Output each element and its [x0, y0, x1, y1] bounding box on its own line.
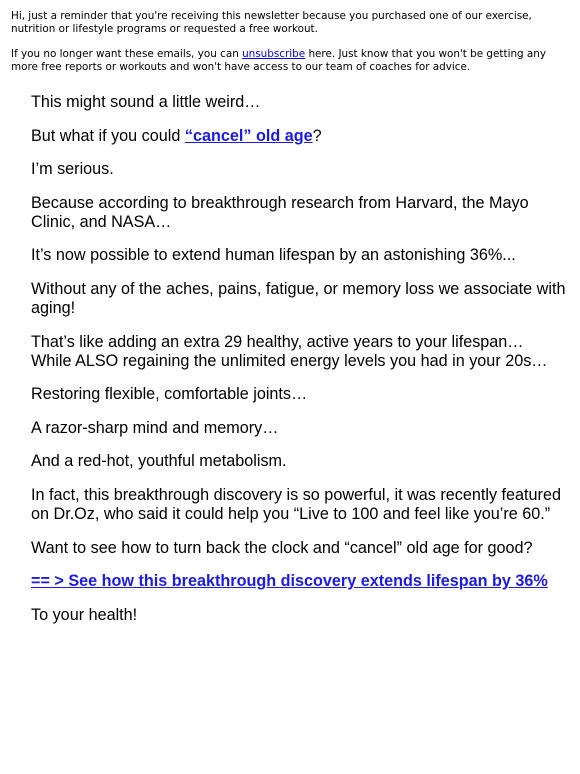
newsletter-notice [0, 0, 580, 74]
letter-paragraph-7 [31, 333, 570, 371]
letter-paragraph-2 [31, 127, 570, 146]
letter-paragraph-12: Want to see how to turn back the clock and “cancel” old age for good? [31, 538, 533, 557]
unsubscribe-link[interactable]: unsubscribe [242, 48, 306, 60]
letter-paragraph-2-prefix: But what if you could [31, 126, 185, 145]
letter-paragraph-4: Because according to breakthrough research from Harvard, the Mayo Clinic, and NASA… [31, 193, 529, 231]
lifespan-cta-link[interactable]: == > See how this breakthrough discovery extends lifespan by 36% [31, 572, 548, 591]
cancel-old-age-link[interactable]: “cancel” old age [184, 126, 313, 145]
notice-unsubscribe-suffix: here. Just know that you won't be getting any more free reports or workouts and won't have access to our team of coaches for advice. [11, 48, 547, 73]
letter-paragraph-8: Restoring flexible, comfortable joints… [31, 385, 308, 404]
letter-paragraph-7-line-2: While ALSO regaining the unlimited energy levels you had in your 20s… [31, 351, 548, 370]
letter-paragraph-11: In fact, this breakthrough discovery is so powerful, it was recently featured on Dr.Oz, who said it could help you “Live to 100 and feel like you’re 60.” [31, 485, 561, 523]
letter-cta-paragraph [31, 572, 570, 591]
letter-signoff: To your health! [31, 605, 138, 624]
letter-paragraph-3: I’m serious. [31, 160, 114, 179]
letter-paragraph-7-line-1: That’s like adding an extra 29 healthy, active years to your lifespan… [31, 332, 524, 351]
letter-paragraph-1: This might sound a little weird… [31, 93, 261, 111]
letter-paragraph-2-suffix: ? [312, 126, 322, 145]
notice-reminder-text: Hi, just a reminder that you're receiving this newsletter because you purchased one of our exercise, nutrition or lifestyle programs or requested a free workout. [11, 10, 532, 35]
letter-body [0, 93, 580, 625]
notice-unsubscribe-prefix: If you no longer want these emails, you can [11, 48, 243, 60]
letter-paragraph-9: A razor-sharp mind and memory… [31, 418, 279, 437]
letter-paragraph-10: And a red-hot, youthful metabolism. [31, 452, 287, 471]
notice-unsubscribe-text [11, 36, 572, 74]
letter-paragraph-5: It’s now possible to extend human lifespan by an astonishing 36%... [31, 246, 516, 265]
letter-paragraph-6: Without any of the aches, pains, fatigue, or memory loss we associate with aging! [31, 279, 566, 317]
